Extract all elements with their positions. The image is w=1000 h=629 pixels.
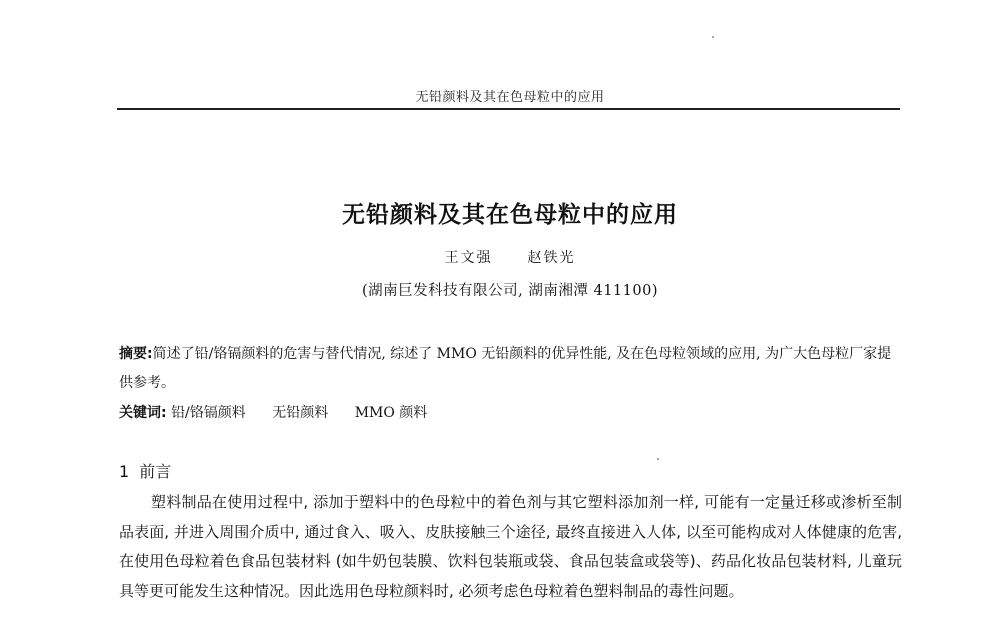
header-rule bbox=[117, 108, 900, 110]
keywords-label: 关键词: bbox=[119, 405, 167, 421]
keyword: 无铅颜料 bbox=[272, 405, 329, 421]
section-number: 1 bbox=[119, 462, 130, 481]
section-heading bbox=[119, 459, 519, 482]
author-name: 赵铁光 bbox=[527, 250, 576, 266]
scan-speck bbox=[712, 36, 714, 38]
section-title: 前言 bbox=[139, 462, 172, 481]
keyword: 铅/铬镉颜料 bbox=[171, 405, 246, 421]
keywords bbox=[119, 400, 902, 426]
abstract-text: 简述了铅/铬镉颜料的危害与替代情况, 综述了 MMO 无铅颜料的优异性能, 及在色母粒领域的应用, 为广大色母粒厂家提供参考。 bbox=[119, 346, 892, 391]
body-paragraph: 塑料制品在使用过程中, 添加于塑料中的色母粒中的着色剂与其它塑料添加剂一样, 可能有一定量迁移或渗析至制品表面, 并进入周围介质中, 通过食入、吸入、皮肤接触三个途径, 最终直接进入人体, 以至可能构成对人体健康的危害, 在使用色母粒着色食品包装材料 (如牛奶包装膜、饮料包装瓶或袋、食品包装盒或袋等)、药品化妆品包装材料, 儿童玩具等更可能发生这种情况。因此选用色母粒颜料时, 必须考虑色母粒着色塑料制品的毒性问题。 bbox=[119, 493, 902, 600]
author-name: 王文强 bbox=[444, 250, 493, 266]
abstract bbox=[119, 340, 902, 398]
keyword: MMO 颜料 bbox=[354, 405, 428, 421]
running-header: 无铅颜料及其在色母粒中的应用 bbox=[415, 90, 605, 105]
abstract-label: 摘要: bbox=[119, 346, 153, 362]
scan-speck bbox=[657, 458, 659, 460]
affiliation: (湖南巨发科技有限公司, 湖南湘潭 411100) bbox=[362, 283, 658, 299]
author-line bbox=[330, 247, 690, 267]
paper-title: 无铅颜料及其在色母粒中的应用 bbox=[342, 202, 678, 228]
